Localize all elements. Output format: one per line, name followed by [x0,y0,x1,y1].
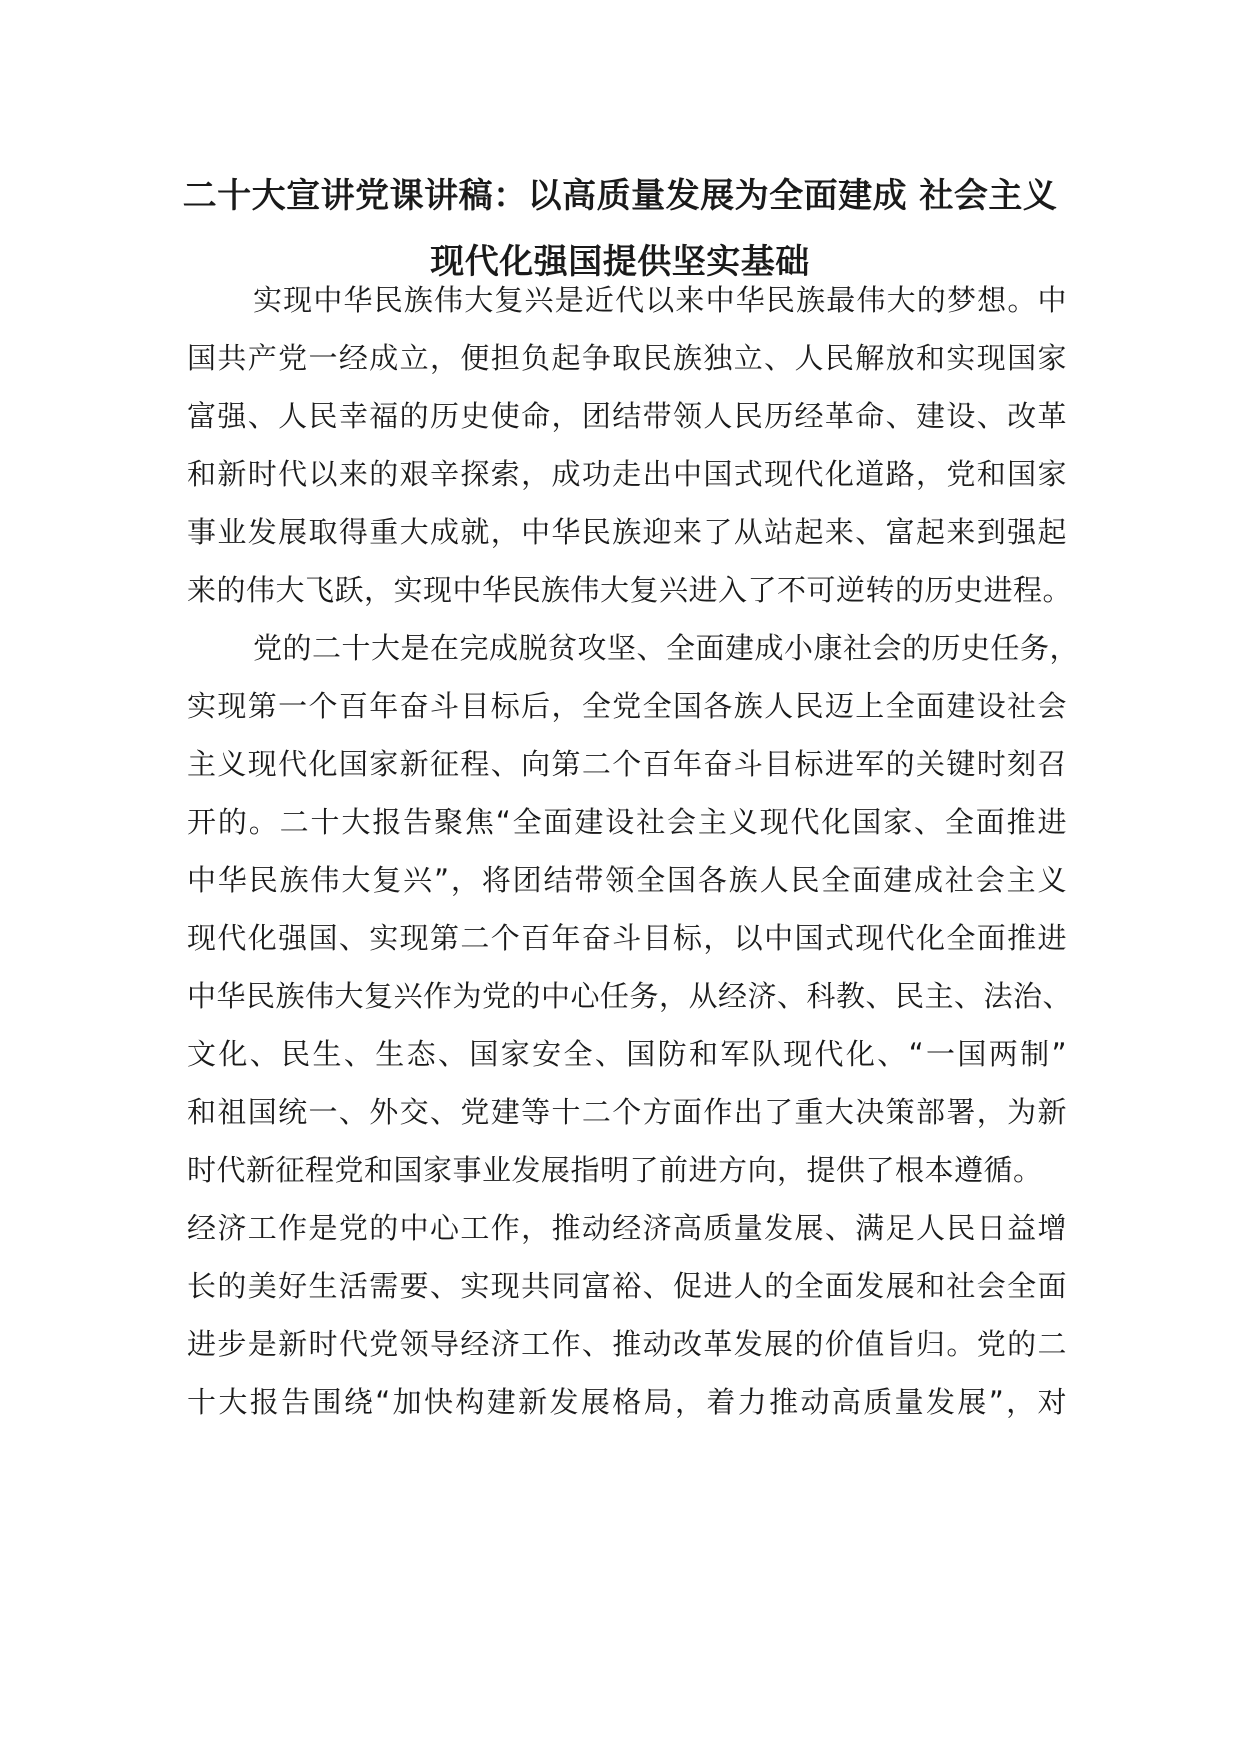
body-text-line: 开的。二十大报告聚焦“全面建设社会主义现代化国家、全面推进 [187,805,1067,839]
body-text-line: 十大报告围绕“加快构建新发展格局，着力推动高质量发展”，对 [187,1385,1067,1419]
body-text-line: 中华民族伟大复兴”，将团结带领全国各族人民全面建成社会主义 [187,863,1067,897]
body-text-line: 经济工作是党的中心工作，推动经济高质量发展、满足人民日益增 [187,1211,1067,1245]
body-text-line: 中华民族伟大复兴作为党的中心任务，从经济、科教、民主、法治、 [187,979,1073,1013]
document-title-line-1: 二十大宣讲党课讲稿：以高质量发展为全面建成 社会主义 [182,176,1058,216]
body-text-line: 来的伟大飞跃，实现中华民族伟大复兴进入了不可逆转的历史进程。 [187,573,1073,607]
body-text-line: 党的二十大是在完成脱贫攻坚、全面建成小康社会的历史任务， [253,631,1080,665]
document-title-line-2: 现代化强国提供坚实基础 [430,242,810,282]
body-text-line: 时代新征程党和国家事业发展指明了前进方向，提供了根本遵循。 [187,1153,1043,1187]
body-text-line: 长的美好生活需要、实现共同富裕、促进人的全面发展和社会全面 [187,1269,1067,1303]
body-text-line: 和新时代以来的艰辛探索，成功走出中国式现代化道路，党和国家 [187,457,1067,491]
body-text-line: 现代化强国、实现第二个百年奋斗目标，以中国式现代化全面推进 [187,921,1067,955]
body-text-line: 国共产党一经成立，便担负起争取民族独立、人民解放和实现国家 [187,341,1067,375]
body-text-line: 进步是新时代党领导经济工作、推动改革发展的价值旨归。党的二 [187,1327,1067,1361]
body-text-line: 主义现代化国家新征程、向第二个百年奋斗目标进军的关键时刻召 [187,747,1067,781]
body-text-line: 文化、民生、生态、国家安全、国防和军队现代化、“一国两制” [187,1037,1067,1071]
body-text-line: 实现第一个百年奋斗目标后，全党全国各族人民迈上全面建设社会 [187,689,1067,723]
body-text-line: 富强、人民幸福的历史使命，团结带领人民历经革命、建设、改革 [187,399,1067,433]
body-text-line: 和祖国统一、外交、党建等十二个方面作出了重大决策部署，为新 [187,1095,1067,1129]
body-text-line: 实现中华民族伟大复兴是近代以来中华民族最伟大的梦想。中 [253,283,1067,317]
body-text-line: 事业发展取得重大成就，中华民族迎来了从站起来、富起来到强起 [187,515,1067,549]
